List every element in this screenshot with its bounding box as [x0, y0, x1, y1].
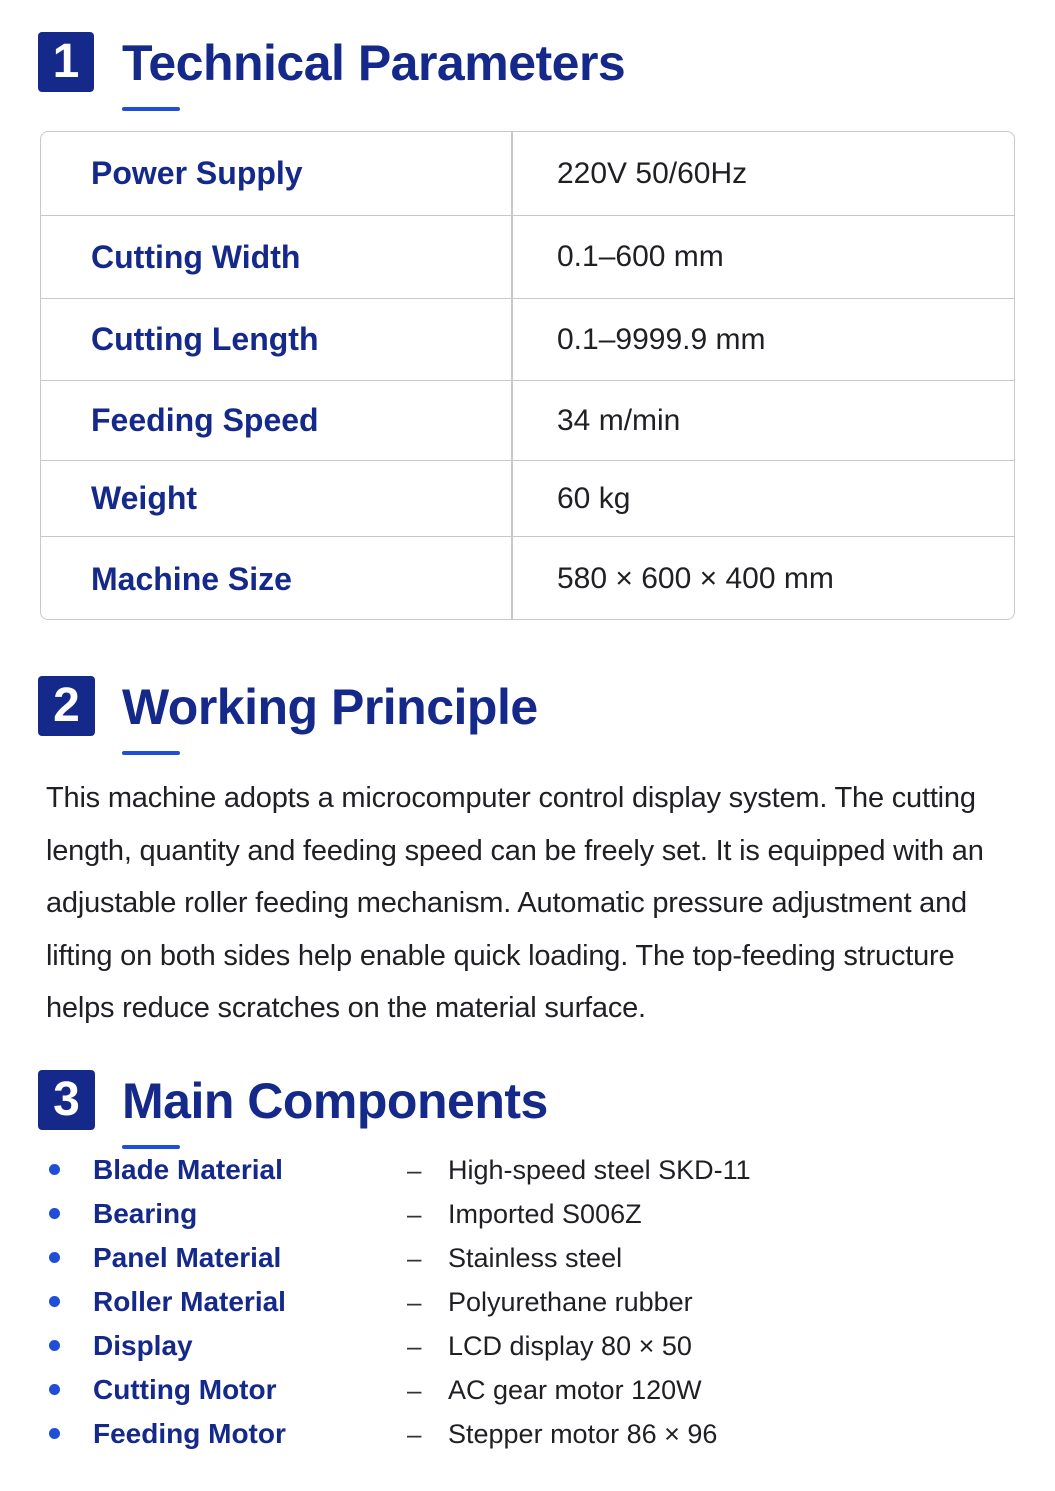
param-label: Machine Size [91, 560, 292, 597]
dash-separator: – [407, 1287, 422, 1317]
component-name: Blade Material [93, 1154, 283, 1185]
component-name: Feeding Motor [93, 1418, 286, 1449]
table-row [41, 537, 1014, 620]
component-name: Roller Material [93, 1286, 286, 1317]
param-value: 580 × 600 × 400 mm [557, 562, 834, 595]
component-value: LCD display 80 × 50 [448, 1331, 692, 1361]
component-value: High-speed steel SKD-11 [448, 1155, 751, 1185]
dash-separator: – [407, 1155, 422, 1185]
section-header-principle [38, 676, 1018, 746]
component-value: AC gear motor 120W [448, 1375, 702, 1405]
list-item [0, 1368, 1055, 1412]
dash-separator: – [407, 1243, 422, 1273]
list-item [0, 1280, 1055, 1324]
bullet-icon [49, 1252, 60, 1263]
section-title: Main Components [122, 1073, 548, 1129]
component-name: Panel Material [93, 1242, 282, 1273]
param-label: Weight [91, 480, 198, 516]
section-title: Working Principle [122, 679, 538, 735]
parameters-table [40, 131, 1015, 620]
list-item [0, 1148, 1055, 1192]
component-value: Stainless steel [448, 1243, 623, 1273]
table-row [41, 132, 1014, 216]
component-name: Bearing [93, 1198, 198, 1229]
param-label: Cutting Length [91, 321, 319, 357]
table-row [41, 299, 1014, 381]
bullet-icon [49, 1384, 60, 1395]
list-item [0, 1236, 1055, 1280]
param-label: Feeding Speed [91, 402, 319, 438]
dash-separator: – [407, 1375, 422, 1405]
bullet-icon [49, 1296, 60, 1307]
section-title: Technical Parameters [122, 35, 626, 91]
dash-separator: – [407, 1419, 422, 1449]
bullet-icon [49, 1340, 60, 1351]
component-name: Display [93, 1330, 193, 1361]
list-item [0, 1412, 1055, 1456]
param-value: 0.1–9999.9 mm [557, 322, 766, 356]
section-number-badge: 2 [38, 676, 95, 736]
dash-separator: – [407, 1331, 422, 1361]
component-value: Stepper motor 86 × 96 [448, 1419, 718, 1449]
param-label: Cutting Width [91, 238, 301, 275]
param-label: Power Supply [91, 155, 303, 191]
table-row [41, 216, 1014, 299]
principle-paragraph: This machine adopts a microcomputer control display system. The cutting length, quantity and feeding speed can be freely set. It is equipped with an adjustable roller feeding mechanism. Automatic pressure adjustment and lifting on both sides help enable quick loading. The top-feeding structure helps reduce scratches on the material surface. [46, 782, 984, 1024]
component-value: Imported S006Z [448, 1199, 642, 1229]
bullet-icon [49, 1208, 60, 1219]
component-value: Polyurethane rubber [448, 1287, 693, 1317]
table-row [41, 461, 1014, 537]
param-value: 34 m/min [557, 403, 681, 437]
bullet-icon [49, 1164, 60, 1175]
section-header-components [38, 1070, 1018, 1140]
title-underline [122, 107, 180, 111]
param-value: 220V 50/60Hz [557, 156, 748, 190]
table-row [41, 381, 1014, 461]
section-header-parameters [38, 32, 1018, 102]
title-underline [122, 751, 180, 755]
section-number-badge: 3 [38, 1070, 95, 1130]
list-item [0, 1324, 1055, 1368]
component-name: Cutting Motor [93, 1374, 277, 1405]
bullet-icon [49, 1428, 60, 1439]
dash-separator: – [407, 1199, 422, 1229]
param-value: 0.1–600 mm [557, 240, 724, 273]
section-number-badge: 1 [38, 32, 94, 92]
param-value: 60 kg [557, 481, 631, 515]
list-item [0, 1192, 1055, 1236]
